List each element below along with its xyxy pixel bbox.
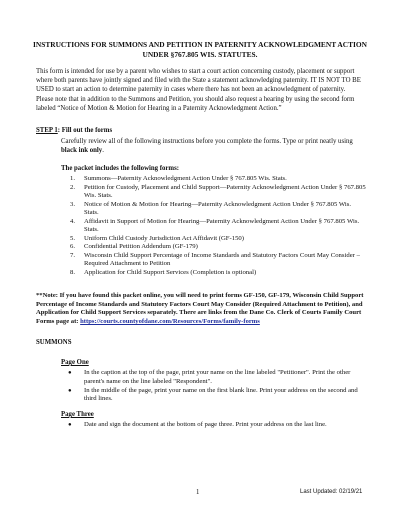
summons-heading: SUMMONS bbox=[36, 339, 72, 346]
list-item-number: 4. bbox=[70, 217, 76, 225]
step-1-text-bold: black ink only bbox=[61, 147, 103, 155]
list-item-text: Summons—Paternity Acknowledgment Action Under § 767.805 Wis. Stats. bbox=[84, 175, 287, 182]
list-item-text: Date and sign the document at the bottom of page three. Print your address on the last line. bbox=[84, 421, 327, 428]
step-1-text-after: . bbox=[102, 147, 104, 155]
list-item bbox=[70, 175, 366, 184]
step-1-title: : Fill out the forms bbox=[57, 127, 113, 134]
forms-list bbox=[70, 175, 366, 277]
list-item bbox=[70, 252, 366, 269]
list-item-number: 3. bbox=[70, 200, 76, 208]
bullet-icon: ● bbox=[68, 370, 72, 376]
online-packet-note bbox=[36, 292, 370, 327]
list-item bbox=[68, 369, 368, 386]
list-item bbox=[70, 269, 366, 278]
list-item-text: Petition for Custody, Placement and Child Support—Paternity Acknowledgment Action Under § 767.805 Wis. Stats. bbox=[84, 183, 366, 199]
list-item-text: Application for Child Support Services (Completion is optional) bbox=[84, 268, 257, 276]
page-three-heading: Page Three bbox=[61, 411, 94, 418]
family-forms-link[interactable]: https://courts.countyofdane.com/Resources/Forms/family-forms bbox=[80, 318, 260, 326]
list-item-text: Uniform Child Custody Jurisdiction Act Affidavit (GF-150) bbox=[84, 234, 244, 242]
list-item bbox=[70, 243, 366, 252]
list-item-number: 8. bbox=[70, 268, 76, 276]
list-item bbox=[70, 235, 366, 244]
note-text: **Note: If you have found this packet online, you will need to print forms GF-150, GF-179, Wisconsin Child Support Percentage of Income Standards and Statutory Factors Court May Consider (Required Attachment to Petition), and Application for Child Support Services separately. There are links from the Dane Co. Clerk of Courts Family Court Forms page at: bbox=[36, 292, 364, 326]
intro-paragraph: This form is intended for use by a parent who wishes to start a court action concerning custody, placement or support where both parents have jointly signed and filed with the State a statement acknowledging paternity. IT IS NOT TO BE USED to start an action to determine paternity in cases where there has not been an acknowledgment of paternity. Please note that in addition to the Summons and Petition, you should also request a hearing by using the second form labeled “Notice of Motion & Motion for Hearing in a Paternity Acknowledgment Action.” bbox=[36, 68, 361, 112]
page-three-instructions bbox=[68, 421, 368, 430]
list-item-number: 1. bbox=[70, 175, 76, 182]
list-item-number: 7. bbox=[70, 251, 76, 259]
list-item-text: Notice of Motion & Motion for Hearing—Paternity Acknowledgment Action Under § 767.805 Wis. Stats. bbox=[84, 200, 352, 216]
page-one-heading: Page One bbox=[61, 359, 89, 366]
list-item bbox=[68, 387, 368, 404]
list-item bbox=[70, 201, 366, 218]
step-1-label: STEP 1 bbox=[36, 127, 58, 134]
list-item bbox=[70, 184, 366, 201]
document-title: INSTRUCTIONS FOR SUMMONS AND PETITION IN PATERNITY ACKNOWLEDGMENT ACTION UNDER §767.805 WIS. STATUTES. bbox=[33, 40, 367, 59]
list-item-text: In the middle of the page, print your name on the first blank line. Print your address on the second and third lines. bbox=[84, 386, 358, 402]
list-item bbox=[68, 421, 368, 430]
list-item-text: Confidential Petition Addendum (GF-179) bbox=[84, 243, 198, 250]
list-item-text: In the caption at the top of the page, print your name on the line labeled "Petitioner". Print the other parent's name on the line labeled "Respondent". bbox=[84, 369, 351, 385]
step-1-heading bbox=[36, 127, 112, 134]
page-number: 1 bbox=[196, 489, 200, 496]
list-item-number: 5. bbox=[70, 234, 76, 242]
bullet-icon: ● bbox=[68, 387, 72, 394]
bullet-icon: ● bbox=[68, 422, 72, 428]
list-item-text: Wisconsin Child Support Percentage of Income Standards and Statutory Factors Court May Consider – Required Attachment to Petition bbox=[84, 251, 360, 267]
list-item-number: 2. bbox=[70, 183, 76, 191]
page-one-instructions bbox=[68, 369, 368, 404]
last-updated: Last Updated: 02/19/21 bbox=[300, 489, 363, 495]
list-item bbox=[70, 218, 366, 235]
list-item-number: 6. bbox=[70, 243, 76, 250]
packet-heading: The packet includes the following forms: bbox=[61, 165, 179, 172]
step-1-text bbox=[61, 137, 361, 155]
step-1-text-before: Carefully review all of the following instructions before you complete the forms. Type or print neatly using bbox=[61, 138, 353, 145]
list-item-text: Affidavit in Support of Motion for Hearing—Paternity Acknowledgment Action Under § 767.805 Wis. Stats. bbox=[84, 217, 360, 233]
